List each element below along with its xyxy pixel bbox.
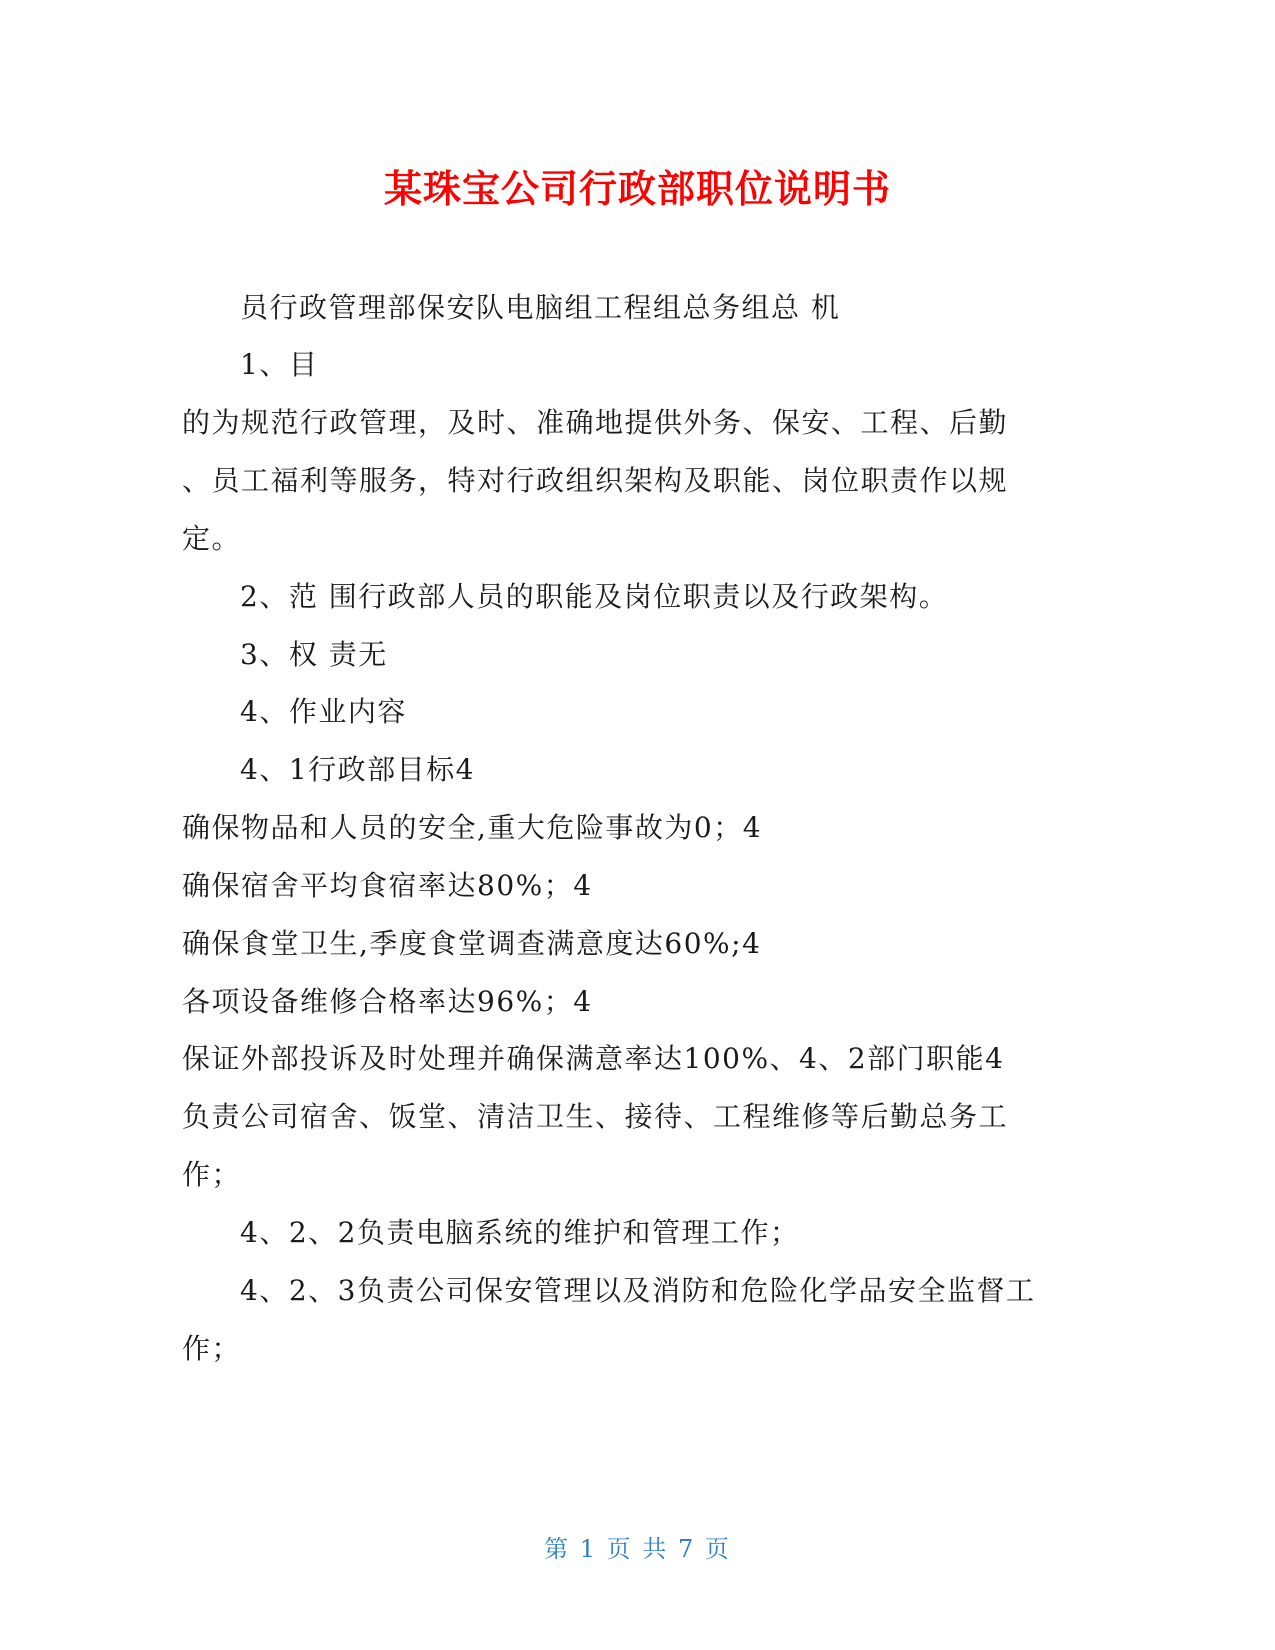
body-line: 4、2、2负责电脑系统的维护和管理工作； <box>240 1216 800 1249</box>
body-line: 2、范 围行政部人员的职能及岗位职责以及行政架构。 <box>240 580 949 613</box>
body-line: 确保物品和人员的安全,重大危险事故为0；4 <box>182 811 763 844</box>
body-line: 1、目 <box>240 348 319 381</box>
document-title: 某珠宝公司行政部职位说明书 <box>383 167 891 211</box>
body-line: 4、作业内容 <box>240 695 407 728</box>
body-line: 负责公司宿舍、饭堂、清洁卫生、接待、工程维修等后勤总务工 <box>182 1100 1009 1133</box>
body-line: 各项设备维修合格率达96%；4 <box>182 985 593 1018</box>
body-line: 3、权 责无 <box>240 638 388 671</box>
body-line: 作； <box>182 1158 242 1191</box>
body-line: 的为规范行政管理，及时、准确地提供外务、保安、工程、后勤 <box>182 406 1009 439</box>
body-line: 、员工福利等服务，特对行政组织架构及职能、岗位职责作以规 <box>182 464 1009 497</box>
body-line: 员行政管理部保安队电脑组工程组总务组总 机 <box>240 291 841 324</box>
body-line: 确保宿舍平均食宿率达80%；4 <box>182 869 593 902</box>
body-line: 确保食堂卫生,季度食堂调查满意度达60%;4 <box>182 927 762 960</box>
page-number: 第 1 页 共 7 页 <box>544 1535 731 1563</box>
body-line: 4、1行政部目标4 <box>240 753 475 786</box>
body-line: 作； <box>182 1332 242 1365</box>
body-line: 4、2、3负责公司保安管理以及消防和危险化学品安全监督工 <box>240 1274 1036 1307</box>
body-line: 定。 <box>182 522 242 555</box>
body-line: 保证外部投诉及时处理并确保满意率达100%、4、2部门职能4 <box>182 1042 1005 1075</box>
